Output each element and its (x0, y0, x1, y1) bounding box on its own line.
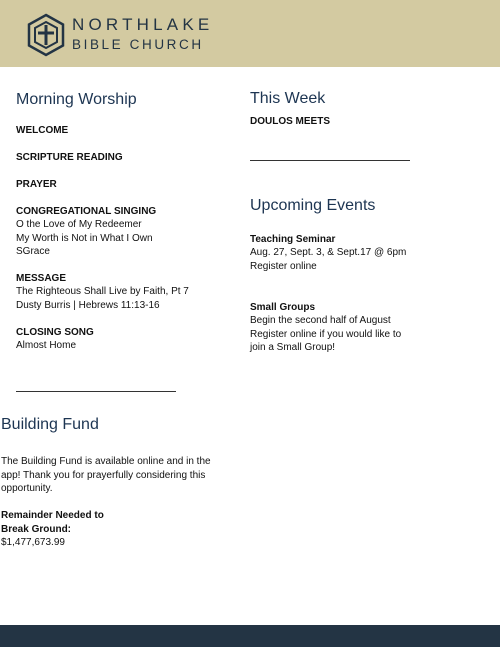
building-fund-text: opportunity. (1, 483, 53, 494)
cross-hexagon-icon (26, 13, 66, 57)
church-name-line2: BIBLE CHURCH (72, 37, 204, 52)
remainder-amount: $1,477,673.99 (1, 537, 65, 548)
divider (16, 391, 176, 392)
closing-song-heading: CLOSING SONG (16, 327, 94, 338)
singing-heading: CONGREGATIONAL SINGING (16, 206, 157, 217)
small-groups-heading: Small Groups (250, 302, 316, 313)
header-banner (0, 0, 500, 67)
song-item: My Worth is Not in What I Own (16, 232, 153, 244)
welcome-heading: WELCOME (16, 125, 69, 136)
building-fund-title: Building Fund (1, 416, 99, 433)
song-item: SGrace (16, 246, 50, 257)
this-week-item: DOULOS MEETS (250, 116, 331, 127)
remainder-label: Break Ground: (1, 523, 72, 535)
small-groups-text: Register online if you would like to (250, 328, 402, 340)
seminar-dates: Aug. 27, Sept. 3, & Sept.17 @ 6pm (250, 247, 407, 258)
message-heading: MESSAGE (16, 273, 67, 284)
building-fund-text: app! Thank you for prayerfully considering this (1, 469, 206, 481)
small-groups-text: Begin the second half of August (250, 315, 391, 326)
upcoming-events-title: Upcoming Events (250, 197, 376, 214)
prayer-heading: PRAYER (16, 179, 57, 190)
seminar-register: Register online (250, 260, 317, 272)
divider (250, 160, 410, 161)
church-name-line1: NORTHLAKE (72, 15, 214, 34)
small-groups-text: join a Small Group! (250, 342, 336, 353)
remainder-label: Remainder Needed to (1, 510, 104, 521)
message-speaker: Dusty Burris | Hebrews 11:13-16 (16, 299, 160, 311)
closing-song-title: Almost Home (16, 340, 77, 351)
building-fund-text: The Building Fund is available online and in the (1, 456, 211, 467)
scripture-reading-heading: SCRIPTURE READING (16, 152, 123, 163)
seminar-heading: Teaching Seminar (250, 234, 336, 245)
message-title: The Righteous Shall Live by Faith, Pt 7 (16, 286, 189, 297)
morning-worship-title: Morning Worship (16, 91, 137, 108)
this-week-title: This Week (250, 90, 326, 107)
song-item: O the Love of My Redeemer (16, 219, 142, 230)
footer-bar (0, 625, 500, 647)
